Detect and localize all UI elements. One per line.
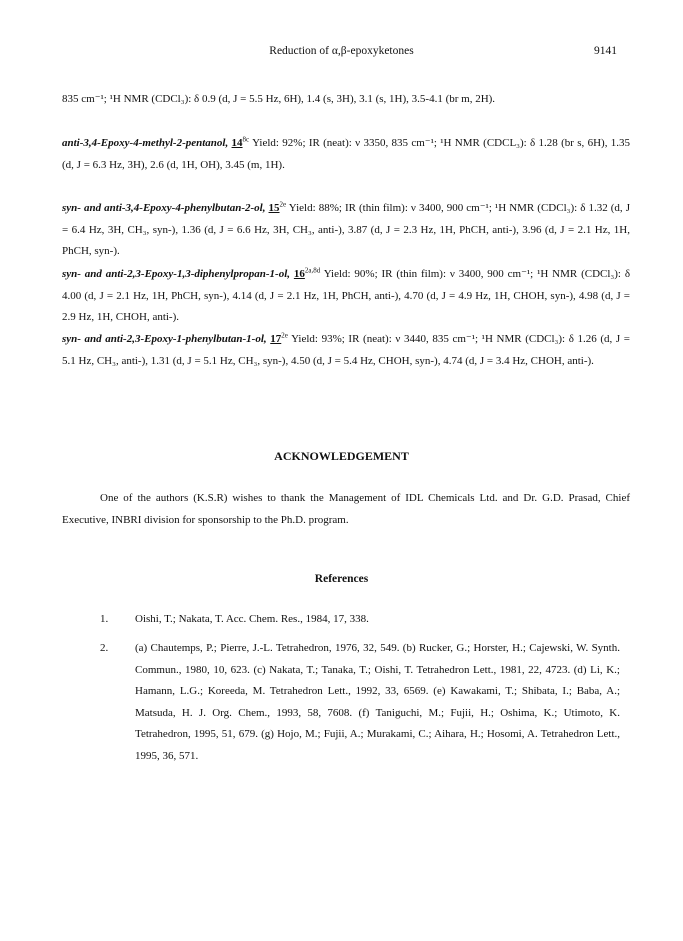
reference-item [100,609,620,631]
compound-name: syn- and anti-2,3-Epoxy-1-phenylbutan-1-ol, [62,333,267,345]
reference-number: 2. [100,642,109,654]
compound-17-entry [62,329,630,372]
compound-number: 15 [268,202,280,214]
page-number: 9141 [594,45,617,57]
compound-15-entry [62,198,630,263]
compound-number: 17 [270,333,282,345]
compound-name: anti-3,4-Epoxy-4-methyl-2-pentanol, [62,137,229,149]
reference-text: Oishi, T.; Nakata, T. Acc. Chem. Res., 1984, 17, 338. [135,613,369,625]
compound-name: syn- and anti-2,3-Epoxy-1,3-diphenylpropan-1-ol, [62,268,291,280]
reference-text: (a) Chautemps, P.; Pierre, J.-L. Tetrahedron, 1976, 32, 549. (b) Rucker, G.; Horster, H.; Cajewski, W. Synth. Commun., 1980, 10, 623. (c) Nakata, T.; Tanaka, T.; Oishi, T. Tetrahedron Lett., 1981, 22, 4723. (d) Li, K.; Hamann, L.G.; Koreeda, M. Tetrahedron Lett., 1992, 33, 6569. (e) Kawakami, T.; Shibata, I.; Baba, A.; Matsuda, H. J. Org. Chem., 1993, 58, 7608. (f) Taniguchi, M.; Fujii, H.; Oshima, K.; Utimoto, K. Tetrahedron, 1995, 51, 679. (g) Hojo, M.; Fujii, A.; Murakami, C.; Aihara, H.; Hosomi, A. Tetrahedron Lett., 1995, 36, 571. [135,642,620,762]
citation-ref: 2e [281,331,288,340]
compound-number: 14 [231,137,243,149]
compound-text: 835 cm⁻¹; ¹H NMR (CDCl₃): δ 0.9 (d, J = 5.5 Hz, 6H), 1.4 (s, 3H), 3.1 (s, 1H), 3.5-4.1 (br m, 2H). [62,93,496,105]
running-title: Reduction of α,β-epoxyketones [269,45,414,57]
reference-number: 1. [100,613,109,625]
compound-number: 16 [293,268,305,280]
references-heading: References [314,573,369,585]
compound-data-continued [62,89,630,111]
compound-text: Yield: 88%; IR (thin film): ν 3400, 900 cm⁻¹; ¹H NMR (CDCl₃): δ 1.32 (d, J = 6.4 Hz, 3H, CH₃, syn-), 1.36 (d, J = 6.6 Hz, 3H, CH₃, anti-), 3.87 (d, J = 2.3 Hz, 1H, PhCH, anti-), 3.96 (d, J = 2.1 Hz, 1H, PhCH, syn-). [62,202,630,257]
acknowledgement-heading: ACKNOWLEDGEMENT [274,449,409,463]
compound-text: Yield: 90%; IR (thin film): ν 3400, 900 cm⁻¹; ¹H NMR (CDCl₃): δ 4.00 (d, J = 2.1 Hz, 1H, PhCH, syn-), 4.14 (d, J = 2.1 Hz, 1H, PhCH, anti-), 4.70 (d, J = 4.9 Hz, 1H, CHOH, syn-), 4.98 (d, J = 2.9 Hz, 1H, CHOH, anti-). [62,268,631,323]
acknowledgement-text: One of the authors (K.S.R) wishes to thank the Management of IDL Chemicals Ltd. and Dr. G.D. Prasad, Chief Executive, INBRI division for sponsorship to the Ph.D. program. [62,492,630,526]
compound-14-entry [62,133,630,176]
reference-item [100,638,620,767]
citation-ref: 2e [279,200,287,209]
citation-ref: 8c [242,135,250,144]
compound-text: Yield: 92%; IR (neat): ν 3350, 835 cm⁻¹; ¹H NMR (CDCL₃): δ 1.28 (br s, 6H), 1.35 (d, J = 6.3 Hz, 3H), 2.6 (d, 1H, OH), 3.45 (m, 1H). [62,137,631,171]
compound-text: Yield: 93%; IR (neat): ν 3440, 835 cm⁻¹; ¹H NMR (CDCl₃): δ 1.26 (d, J = 5.1 Hz, CH₃, anti-), 1.31 (d, J = 5.1 Hz, CH₃, syn-), 4.50 (d, J = 5.4 Hz, CHOH, syn-), 4.74 (d, J = 3.4 Hz, CHOH, anti-). [62,333,631,367]
compound-16-entry [62,264,630,329]
compound-name: syn- and anti-3,4-Epoxy-4-phenylbutan-2-ol, [62,202,266,214]
citation-ref: 2a,8d [304,266,321,275]
